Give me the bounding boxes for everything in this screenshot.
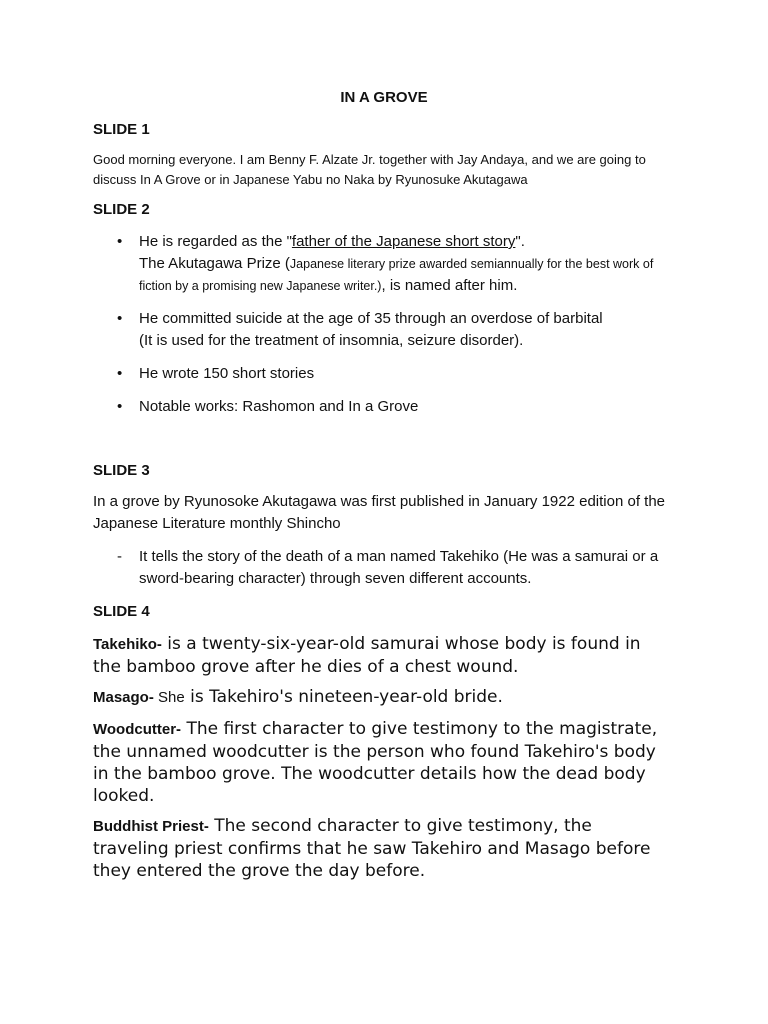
- slide4-heading: SLIDE 4: [93, 603, 150, 620]
- bullet-text: Notable works: Rashomon and In a Grove: [139, 398, 419, 415]
- character-masago: [93, 686, 663, 709]
- dash-text: It tells the story of the death of a man named Takehiko (He was a samurai or a sword-bearing character) through seven different accounts.: [139, 548, 659, 587]
- bullet-text-continued: (It is used for the treatment of insomnia, seizure disorder).: [139, 332, 524, 349]
- character-pronoun: She: [153, 689, 185, 706]
- bullet-text: He wrote 150 short stories: [139, 365, 315, 382]
- dash-mark: -: [117, 548, 122, 565]
- character-description: The second character to give testimony, the traveling priest confirms that he saw Takehiro and Masago before they entered the grove the day before.: [93, 816, 651, 881]
- character-description: is a twenty-six-year-old samurai whose body is found in the bamboo grove after he dies of a chest wound.: [93, 634, 641, 677]
- character-woodcutter: [93, 718, 663, 807]
- slide3-heading: SLIDE 3: [93, 462, 150, 479]
- slide2-bullet-list: [117, 231, 687, 429]
- character-buddhist-priest: [93, 815, 663, 882]
- bullet-text: He is regarded as the ": [139, 233, 292, 250]
- character-name: Woodcutter-: [93, 721, 182, 738]
- slide1-heading: SLIDE 1: [93, 121, 150, 138]
- slide1-paragraph: Good morning everyone. I am Benny F. Alzate Jr. together with Jay Andaya, and we are going to discuss In A Grove or in Japanese Yabu no Naka by Ryunosuke Akutagawa: [93, 152, 646, 187]
- character-description: The first character to give testimony to the magistrate, the unnamed woodcutter is the person who found Takehiro's body in the bamboo grove. The woodcutter details how the dead body looked.: [93, 719, 658, 806]
- prize-text: The Akutagawa Prize (: [139, 255, 290, 272]
- slide2-heading: SLIDE 2: [93, 201, 150, 218]
- slide3-paragraph: In a grove by Ryunosoke Akutagawa was first published in January 1922 edition of the Japanese Literature monthly Shincho: [93, 493, 666, 532]
- character-name: Masago-: [93, 689, 154, 706]
- slide3-dash-item: [117, 546, 687, 590]
- bullet-mark: •: [117, 365, 123, 382]
- bullet-mark: •: [117, 398, 123, 415]
- bullet-mark: •: [117, 310, 123, 327]
- bullet-item-notable-works: [117, 396, 687, 418]
- bullet-item-suicide: [117, 308, 687, 352]
- character-name: Takehiko-: [93, 636, 162, 653]
- prize-note: Japanese literary prize awarded semiannually for the best work of fiction by a promising new Japanese writer.): [139, 257, 654, 293]
- document-title: IN A GROVE: [340, 89, 428, 106]
- bullet-item-short-stories: [117, 363, 687, 385]
- bullet-text: He committed suicide at the age of 35 through an overdose of barbital: [139, 310, 603, 327]
- character-takehiko: [93, 633, 663, 678]
- bullet-item-akutagawa-title: [117, 231, 687, 297]
- father-of-short-story-phrase: father of the Japanese short story: [291, 233, 516, 250]
- character-description: is Takehiro's nineteen-year-old bride.: [184, 687, 503, 707]
- bullet-mark: •: [117, 233, 123, 250]
- bullet-text-end: ".: [515, 233, 525, 250]
- character-name: Buddhist Priest-: [93, 818, 209, 835]
- prize-text-end: , is named after him.: [381, 277, 518, 294]
